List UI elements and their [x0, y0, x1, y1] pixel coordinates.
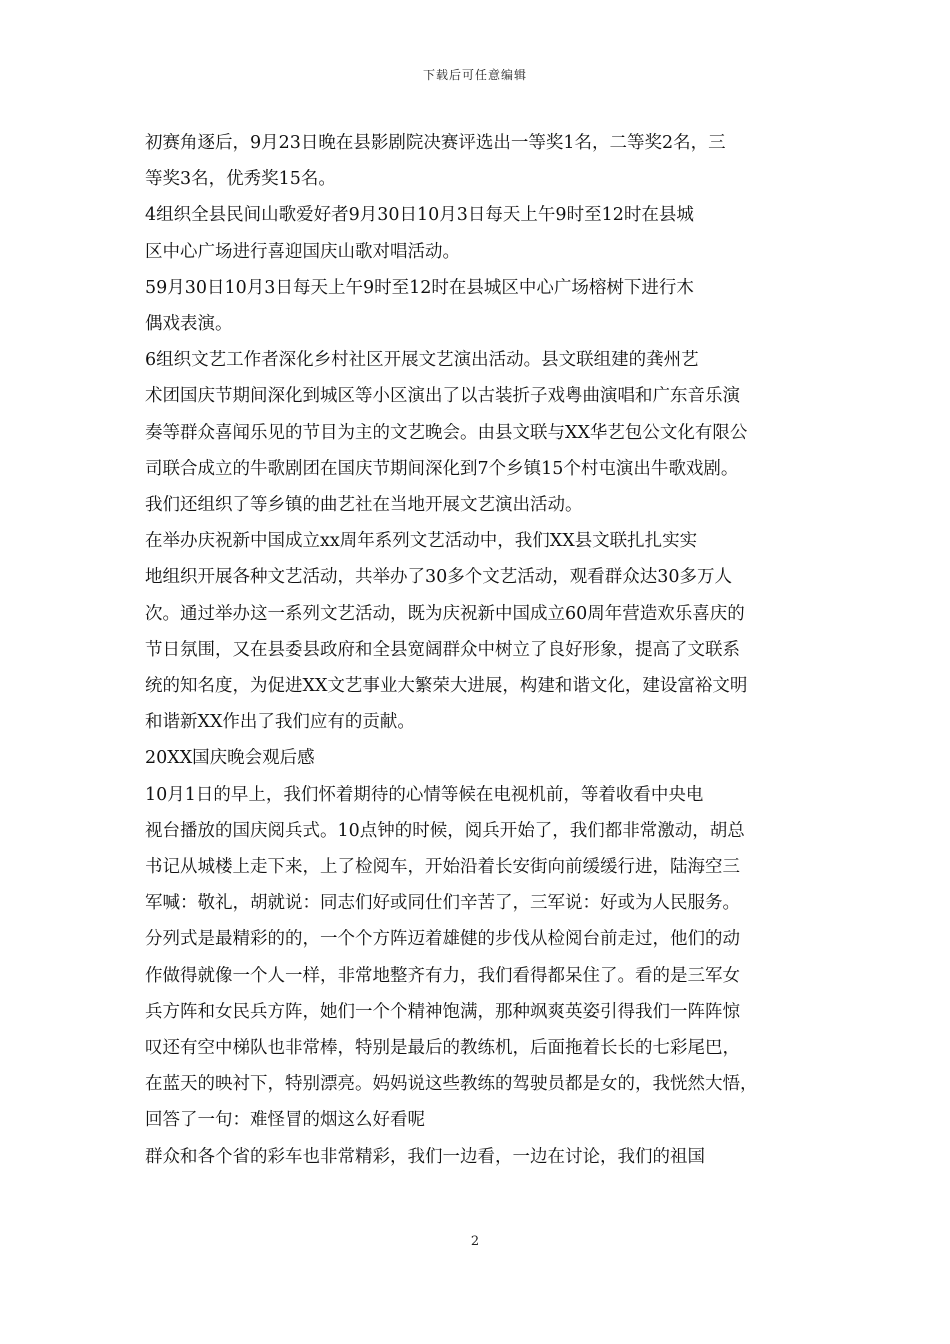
- page-header: 下载后可任意编辑: [422, 68, 527, 82]
- paragraph: 4组织全县民间山歌爱好者9月30日10月3日每天上午9时至12时在县城 区中心广场进行喜迎国庆山歌对唱活动。: [145, 205, 694, 262]
- paragraph: 初赛角逐后，9月23日晚在县影剧院决赛评选出一等奖1名，二等奖2名，三 等奖3名，优秀奖15名。: [145, 133, 726, 190]
- paragraph: 10月1日的早上，我们怀着期待的心情等候在电视机前，等着收看中央电 视台播放的国庆阅兵式。10点钟的时候，阅兵开始了，我们都非常激动，胡总 书记从城楼上走下来，上了检阅车，开始沿着长安街向前缓缓行进，陆海空三 军喊：敬礼，胡就说：同志们好或同仕们辛苦了，三军说：好或为人民服务。 分列式是最精彩的的，一个个方阵迈着雄健的步伐从检阅台前走过，他们的动 作做得就像一个人一样，非常地整齐有力，我们看得都呆住了。看的是三军女 兵方阵和女民兵方阵，她们一个个精神饱满，那种飒爽英姿引得我们一阵阵惊 叹还有空中梯队也非常棒，特别是最后的教练机，后面拖着长长的七彩尾巴， 在蓝天的映衬下，特别漂亮。妈妈说这些教练的驾驶员都是女的，我恍然大悟， 回答了一句：难怪冒的烟这么好看呢: [145, 784, 758, 1131]
- paragraph: 群众和各个省的彩车也非常精彩，我们一边看，一边在讨论，我们的祖国: [145, 1146, 705, 1167]
- paragraph: 59月30日10月3日每天上午9时至12时在县城区中心广场榕树下进行木 偶戏表演。: [145, 277, 694, 335]
- page-number: 2: [470, 1234, 480, 1249]
- paragraph: 6组织文艺工作者深化乡村社区开展文艺演出活动。县文联组建的龚州艺 术团国庆节期间深化到城区等小区演出了以古装折子戏粤曲演唱和广东音乐演 奏等群众喜闻乐见的节目为主的文艺晚会。由县文联与XX华艺包公文化有限公 司联合成立的牛歌剧团在国庆节期间深化到7个乡镇15个村屯演出牛歌戏剧。 我们还组织了等乡镇的曲艺社在当地开展文艺演出活动。: [145, 350, 748, 516]
- document-body: [145, 125, 805, 1175]
- section-title: 20XX国庆晚会观后感: [145, 748, 315, 769]
- paragraph: 在举办庆祝新中国成立xx周年系列文艺活动中，我们XX县文联扎扎实实 地组织开展各种文艺活动，共举办了30多个文艺活动，观看群众达30多万人 次。通过举办这一系列文艺活动，既为庆祝新中国成立60周年营造欢乐喜庆的 节日氛围，又在县委县政府和全县宽阔群众中树立了良好形象，提高了文联系 统的知名度，为促进XX文艺事业大繁荣大进展，构建和谐文化，建设富裕文明 和谐新XX作出了我们应有的贡献。: [145, 531, 748, 733]
